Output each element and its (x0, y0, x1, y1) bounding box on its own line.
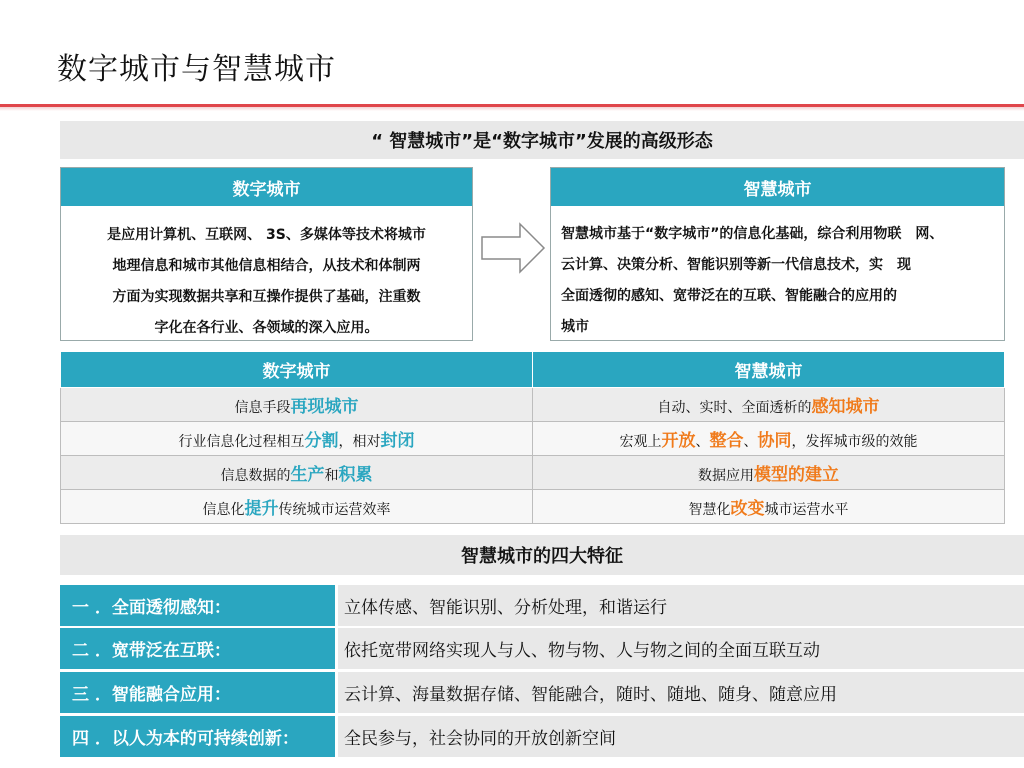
arrow-right-icon (480, 222, 546, 274)
highlight-text: 封闭 (380, 431, 415, 451)
title-divider-shadow (0, 107, 1024, 111)
digital-city-cell (61, 388, 533, 422)
feature-label: 四 ．以人为本的可持续创新： (60, 716, 335, 757)
card-line: 云计算、决策分析、智能识别等新一代信息技术，实 现 (561, 257, 911, 273)
cell-text: 信息手段 (234, 400, 291, 416)
highlight-text: 提升 (244, 499, 279, 519)
highlight-text: 感知城市 (811, 397, 880, 417)
feature-row (60, 672, 1024, 713)
smart-city-card-heading: 智慧城市 (551, 168, 1004, 206)
highlight-text: 积累 (338, 465, 373, 485)
table-row (61, 388, 1005, 422)
smart-city-card (550, 167, 1005, 341)
digital-city-card-heading: 数字城市 (61, 168, 472, 206)
features-banner: 智慧城市的四大特征 (60, 535, 1024, 575)
comparison-header-smart: 智慧城市 (533, 352, 1005, 388)
feature-label: 三 ．智能融合应用： (60, 672, 335, 713)
highlight-text: 分割 (304, 431, 339, 451)
comparison-table (60, 351, 1005, 524)
card-line: 字化在各行业、各领域的深入应用。 (154, 320, 379, 336)
feature-description: 依托宽带网络实现人与人、物与物、人与物之间的全面互联互动 (338, 628, 1024, 669)
cell-text: 城市运营水平 (764, 502, 849, 518)
comparison-body (61, 388, 1005, 524)
feature-description: 云计算、海量数据存储、智能融合，随时、随地、随身、随意应用 (338, 672, 1024, 713)
card-line: 是应用计算机、互联网、 3S、多媒体等技术将城市 (107, 227, 426, 243)
highlight-text: 改变 (730, 499, 765, 519)
card-line: 智慧城市基于“数字城市”的信息化基础，综合利用物联 网、 (561, 226, 944, 242)
cell-text: 行业信息化过程相互 (178, 434, 305, 450)
digital-city-cell (61, 490, 533, 524)
cell-text: 信息数据的 (220, 468, 291, 484)
highlight-text: 生产 (290, 465, 325, 485)
cell-text: 、 (695, 434, 710, 450)
cell-text: 、 (743, 434, 758, 450)
feature-description: 立体传感、智能识别、分析处理，和谐运行 (338, 585, 1024, 626)
cell-text: ，相对 (338, 434, 381, 450)
digital-city-cell (61, 422, 533, 456)
card-line: 城市 (561, 319, 589, 335)
highlight-text: 整合 (709, 431, 744, 451)
card-line: 地理信息和城市其他信息相结合，从技术和体制两 (112, 258, 421, 274)
highlight-text: 模型的建立 (754, 465, 839, 485)
feature-label: 二 ．宽带泛在互联： (60, 628, 335, 669)
cell-text: ，发挥城市级的效能 (791, 434, 918, 450)
feature-row (60, 585, 1024, 626)
cell-text: 传统城市运营效率 (278, 502, 391, 518)
smart-city-cell (533, 388, 1005, 422)
cell-text: 和 (324, 468, 339, 484)
smart-city-cell (533, 456, 1005, 490)
feature-label: 一 ．全面透彻感知： (60, 585, 335, 626)
feature-row (60, 628, 1024, 669)
highlight-text: 协同 (757, 431, 792, 451)
highlight-text: 开放 (661, 431, 696, 451)
cell-text: 宏观上 (619, 434, 662, 450)
digital-city-card-body (61, 206, 472, 344)
table-row (61, 422, 1005, 456)
smart-city-cell (533, 422, 1005, 456)
cell-text: 自动、实时、全面透析的 (657, 400, 812, 416)
table-row (61, 456, 1005, 490)
comparison-header-digital: 数字城市 (61, 352, 533, 388)
page-title: 数字城市与智慧城市 (57, 52, 336, 87)
digital-city-cell (61, 456, 533, 490)
feature-row (60, 716, 1024, 757)
smart-city-card-body (551, 206, 1004, 343)
card-line: 全面透彻的感知、宽带泛在的互联、智能融合的应用的 (561, 288, 897, 304)
top-banner: “ 智慧城市”是“数字城市”发展的高级形态 (60, 121, 1024, 159)
comparison-header-row (61, 352, 1005, 388)
digital-city-card (60, 167, 473, 341)
feature-description: 全民参与，社会协同的开放创新空间 (338, 716, 1024, 757)
card-line: 方面为实现数据共享和互操作提供了基础，注重数 (112, 289, 421, 305)
smart-city-cell (533, 490, 1005, 524)
table-row (61, 490, 1005, 524)
cell-text: 信息化 (202, 502, 245, 518)
cell-text: 智慧化 (688, 502, 731, 518)
highlight-text: 再现城市 (290, 397, 359, 417)
cell-text: 数据应用 (698, 468, 754, 484)
